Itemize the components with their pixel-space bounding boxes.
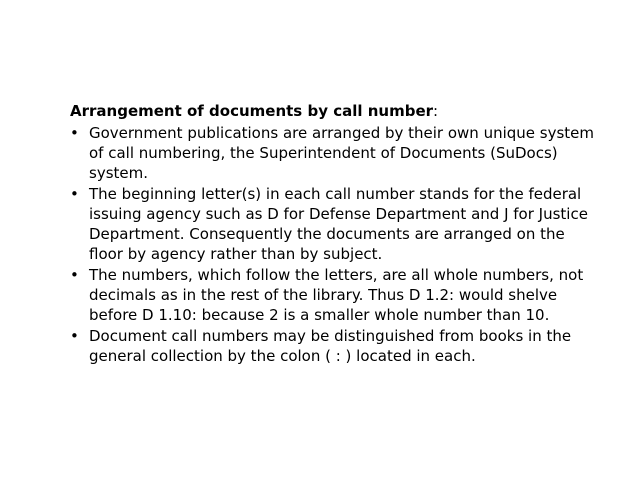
bullet-text: Document call numbers may be distinguished from books in the general collection by the colon ( : ) located in each.: [89, 327, 572, 365]
bullet-item: [70, 123, 600, 183]
bullet-item: [70, 265, 600, 325]
bullet-icon: •: [70, 327, 79, 345]
bullet-icon: •: [70, 185, 79, 203]
slide-content: [70, 101, 600, 367]
bullet-list: [70, 123, 600, 366]
bullet-text: The beginning letter(s) in each call number stands for the federal issuing agency such as D for Defense Department and J for Justice Department. Consequently the documents are arranged on the floor by agency rather than by subject.: [89, 185, 588, 263]
bullet-item: [70, 326, 600, 366]
heading-colon: :: [433, 102, 439, 120]
bullet-text: Government publications are arranged by their own unique system of call numbering, the Superintendent of Documents (SuDocs) system.: [89, 124, 595, 182]
heading-bold-text: Arrangement of documents by call number: [70, 102, 434, 120]
bullet-icon: •: [70, 266, 79, 284]
bullet-icon: •: [70, 124, 79, 142]
slide-heading: [70, 101, 600, 121]
bullet-item: [70, 184, 600, 264]
bullet-text: The numbers, which follow the letters, are all whole numbers, not decimals as in the rest of the library. Thus D 1.2: would shelve before D 1.10: because 2 is a smaller whole number than 10.: [89, 266, 584, 324]
